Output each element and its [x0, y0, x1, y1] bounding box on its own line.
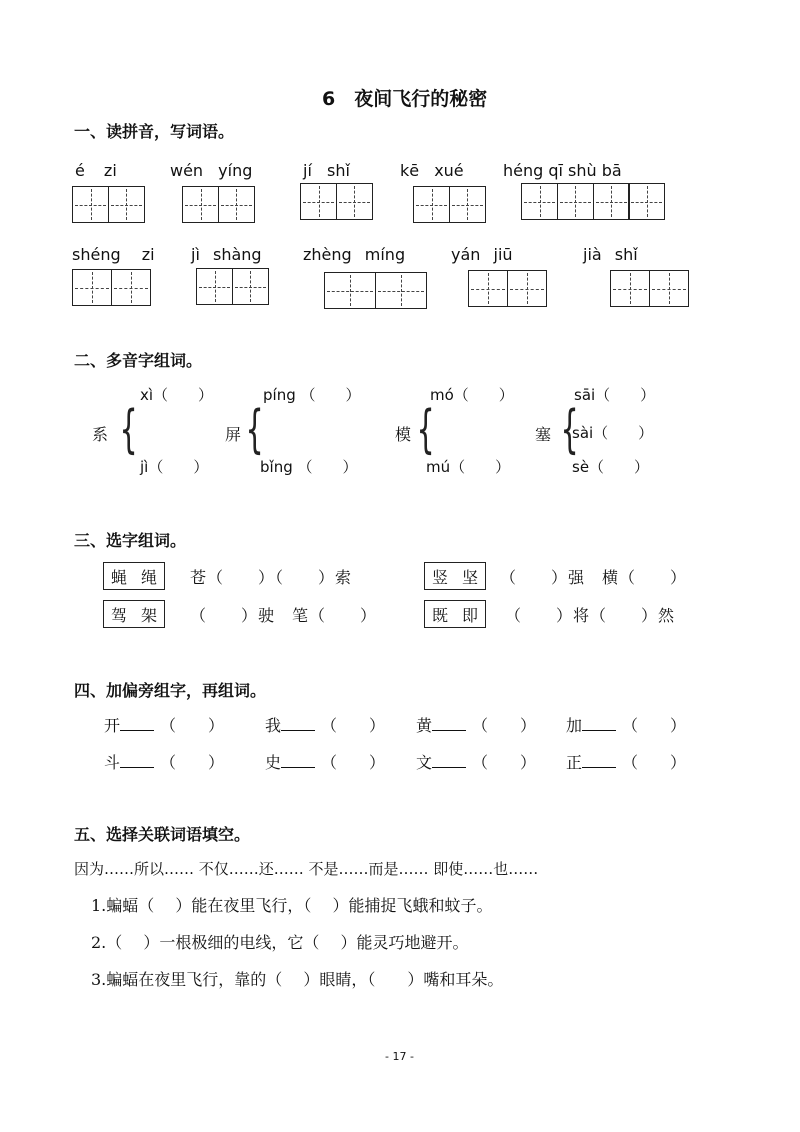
section-5-heading: 五、选择关联词语填空。: [74, 825, 251, 844]
choice-char: 蝇: [110, 567, 127, 587]
pinyin-7: jì shàng: [191, 245, 262, 264]
pinyin-2: wén yíng: [170, 161, 253, 180]
writing-grid-3[interactable]: [300, 183, 372, 220]
polyphone-1-char: 系: [92, 425, 109, 444]
choose-text-1: 苍（ ）（ ）索: [190, 568, 353, 587]
pinyin-10: jià shǐ: [583, 245, 638, 264]
page-title: 6 夜间飞行的秘密: [322, 88, 488, 110]
pinyin-3: jí shǐ: [303, 161, 350, 180]
pinyin-6: shéng zi: [72, 245, 155, 264]
polyphone-2-char: 屏: [225, 425, 242, 444]
choice-char: 即: [461, 605, 478, 625]
brace-3: {: [416, 400, 435, 460]
writing-grid-4[interactable]: [413, 186, 485, 223]
writing-grid-8[interactable]: [324, 272, 426, 309]
brace-1: {: [119, 400, 138, 460]
polyphone-4-top: sāi（ ）: [574, 386, 656, 404]
writing-grid-2[interactable]: [182, 186, 254, 223]
choose-text-3: （ ）驶 笔（ ）: [190, 606, 378, 625]
char-choice-box-4: [424, 600, 486, 628]
question-1: 1.蝙蝠（ ）能在夜里飞行，（ ）能捕捉飞蛾和蚊子。: [91, 896, 493, 915]
polyphone-4-mid: sài（ ）: [572, 424, 654, 442]
char-choice-box-1: [103, 562, 165, 590]
char-choice-box-2: [424, 562, 486, 590]
radical-item-4: 加 （ ）: [566, 716, 687, 735]
radical-item-8: 正 （ ）: [566, 753, 687, 772]
choice-char: 驾: [110, 605, 127, 625]
choice-char: 既: [431, 605, 448, 625]
pinyin-8: zhèng míng: [303, 245, 406, 264]
polyphone-3-top: mó（ ）: [430, 386, 514, 404]
writing-grid-5[interactable]: [521, 183, 664, 220]
polyphone-4-char: 塞: [535, 425, 552, 444]
writing-grid-6[interactable]: [72, 269, 150, 306]
polyphone-1-bottom: jì（ ）: [140, 458, 209, 476]
brace-2: {: [245, 400, 264, 460]
polyphone-1-top: xì（ ）: [140, 386, 214, 404]
choose-text-2: （ ）强 横（ ）: [500, 568, 688, 587]
choice-char: 竖: [431, 567, 448, 587]
choice-char: 坚: [461, 567, 478, 587]
section-1-heading: 一、读拼音，写词语。: [74, 122, 235, 141]
char-choice-box-3: [103, 600, 165, 628]
radical-item-5: 斗 （ ）: [104, 753, 225, 772]
question-3: 3.蝙蝠在夜里飞行，靠的（ ）眼睛，（ ）嘴和耳朵。: [91, 970, 504, 989]
pinyin-9: yán jiū: [451, 245, 513, 264]
polyphone-4-bottom: sè（ ）: [572, 458, 650, 476]
radical-item-7: 文 （ ）: [416, 753, 537, 772]
pinyin-5: héng qī shù bā: [503, 161, 622, 180]
page-number: - 17 -: [385, 1050, 414, 1063]
question-2: 2.（ ）一根极细的电线，它（ ）能灵巧地避开。: [91, 933, 469, 952]
polyphone-2-bottom: bǐng （ ）: [260, 458, 358, 476]
polyphone-3-bottom: mú（ ）: [426, 458, 511, 476]
radical-item-3: 黄 （ ）: [416, 716, 537, 735]
section-2-heading: 二、多音字组词。: [74, 351, 203, 370]
writing-grid-1[interactable]: [72, 186, 144, 223]
radical-item-6: 史 （ ）: [265, 753, 386, 772]
writing-grid-10[interactable]: [610, 270, 688, 307]
writing-grid-9[interactable]: [468, 270, 546, 307]
choose-text-4: （ ）将（ ）然: [505, 606, 676, 625]
polyphone-3-char: 模: [395, 425, 412, 444]
polyphone-2-top: píng （ ）: [263, 386, 361, 404]
writing-grid-7[interactable]: [196, 268, 268, 305]
section-4-heading: 四、加偏旁组字，再组词。: [74, 681, 267, 700]
brace-4: {: [560, 400, 579, 460]
radical-item-1: 开 （ ）: [104, 716, 225, 735]
choice-char: 架: [140, 605, 157, 625]
section-3-heading: 三、选字组词。: [74, 531, 187, 550]
conjunction-options: 因为……所以…… 不仅……还…… 不是……而是…… 即使……也……: [74, 860, 539, 878]
pinyin-4: kē xué: [400, 161, 464, 180]
pinyin-1: é zi: [75, 161, 117, 180]
choice-char: 绳: [140, 567, 157, 587]
radical-item-2: 我 （ ）: [265, 716, 386, 735]
